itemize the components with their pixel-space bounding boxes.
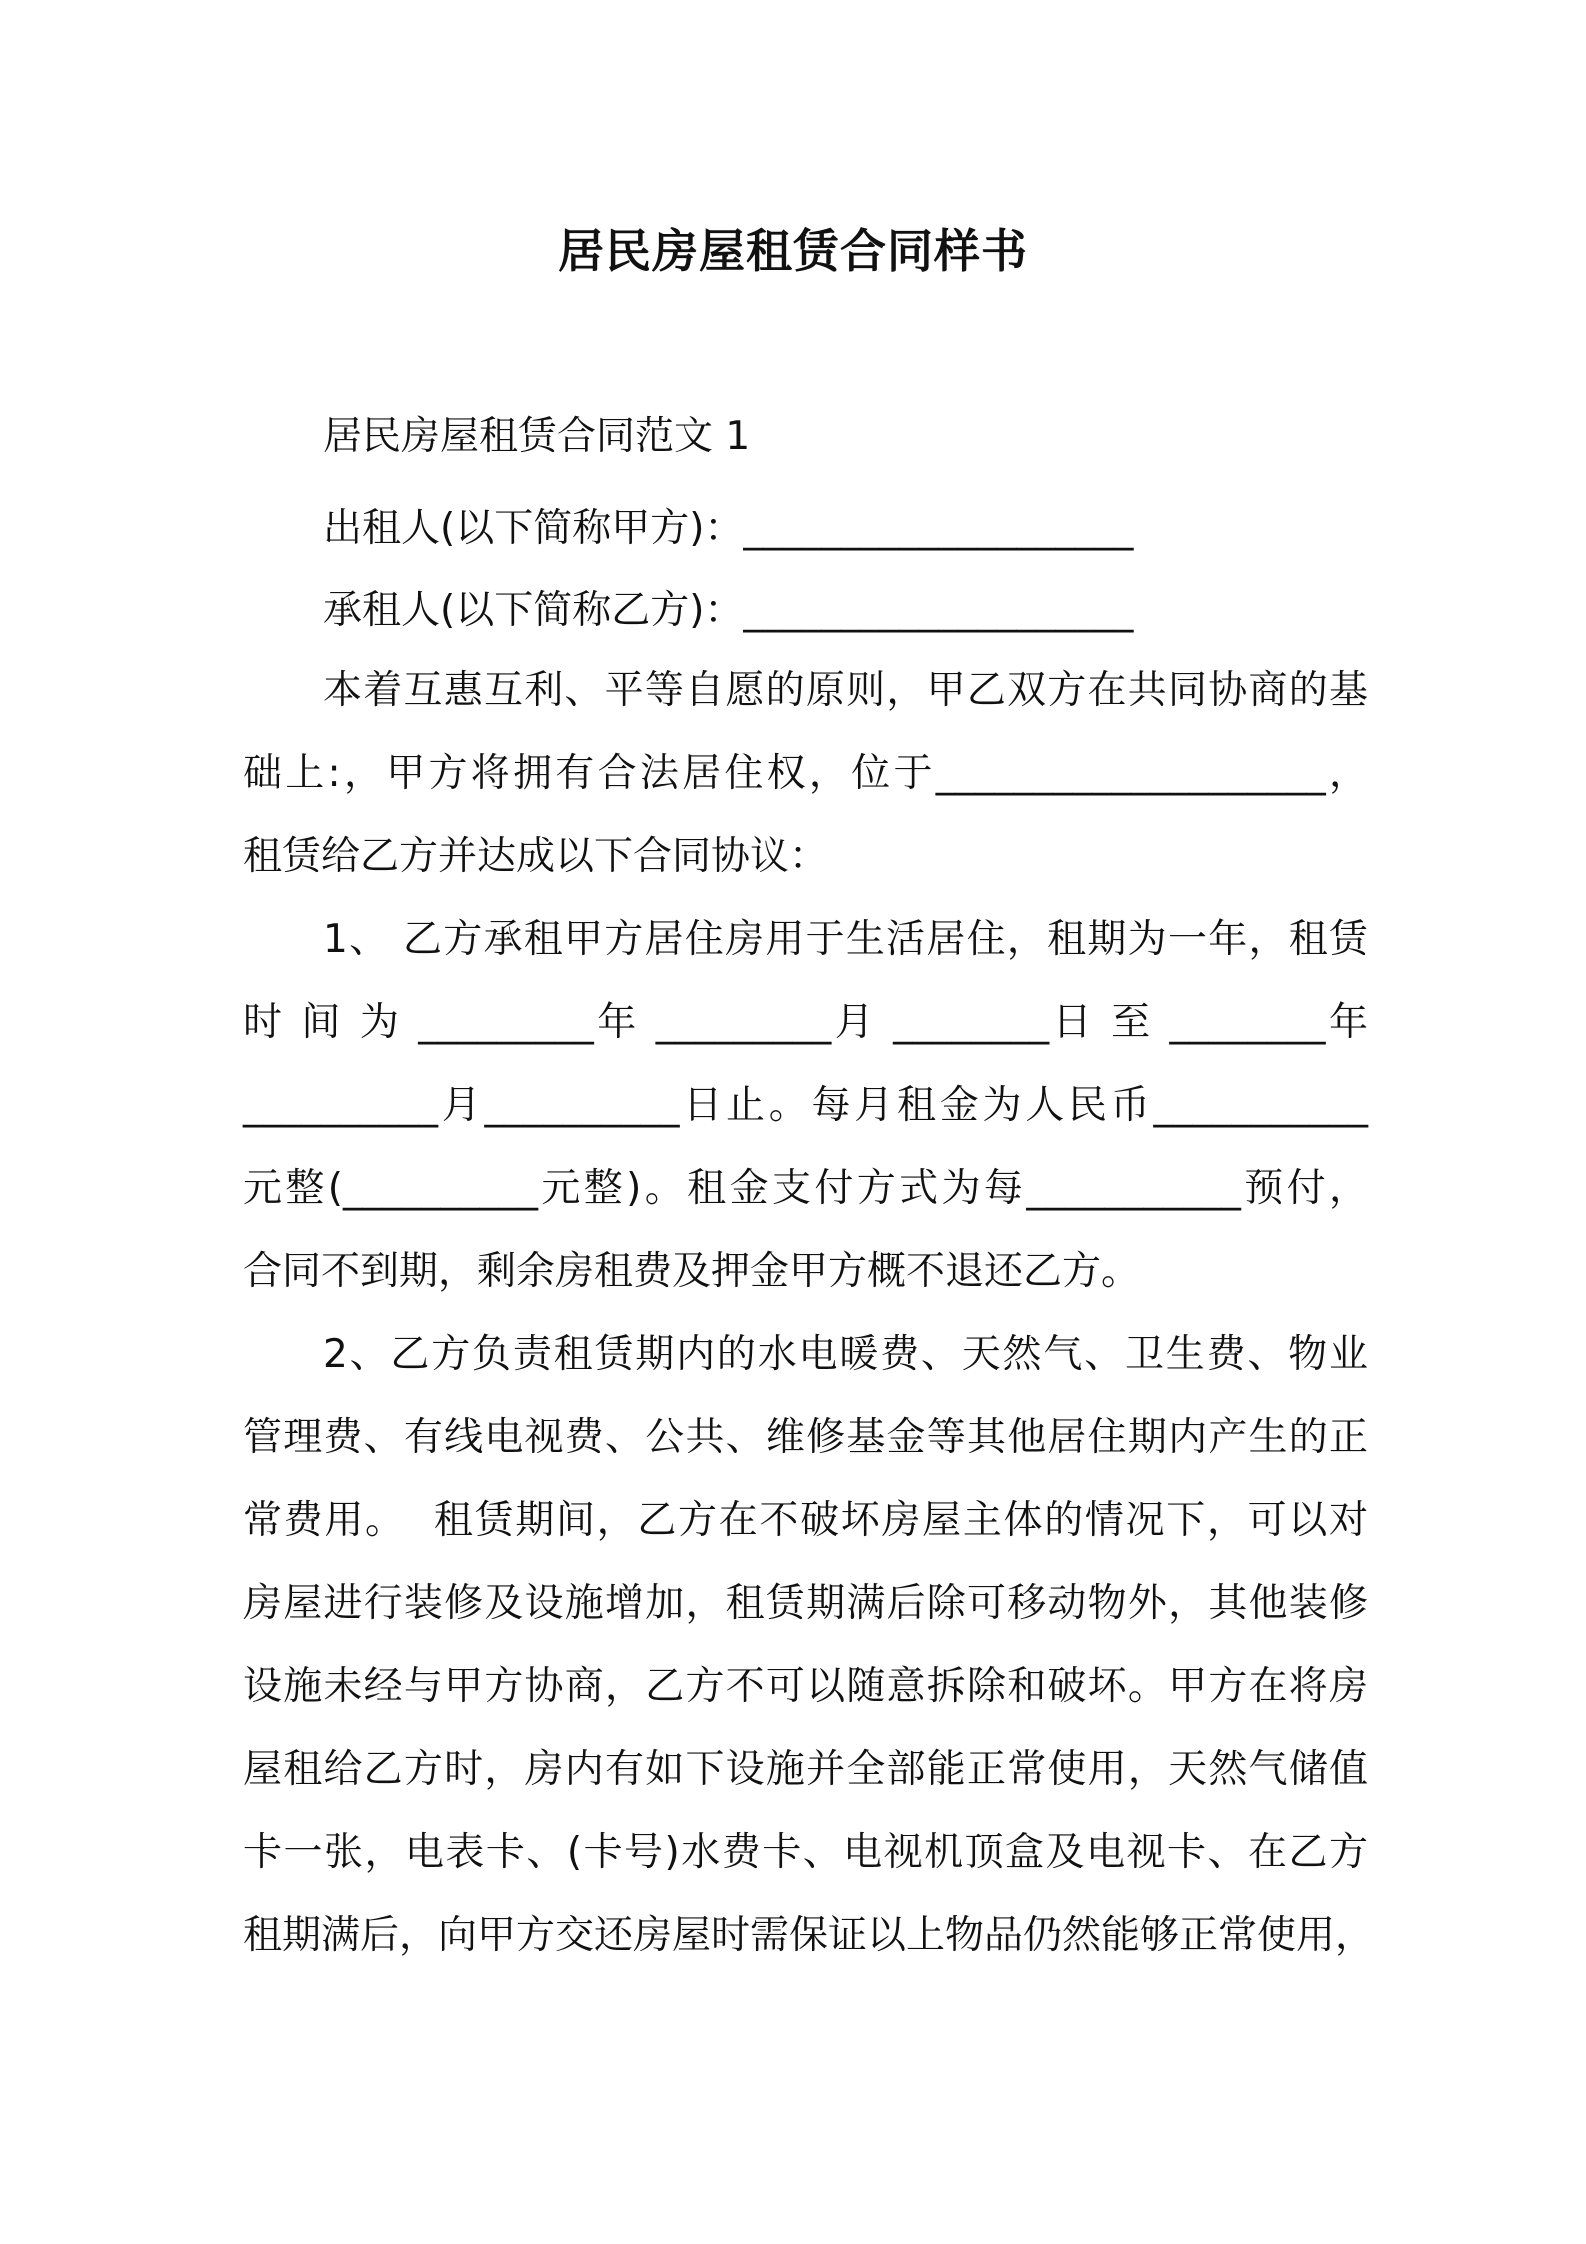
paragraph-line: 租赁给乙方并达成以下合同协议：	[243, 834, 829, 879]
paragraph-line: 1、 乙方承租甲方居住房用于生活居住，租期为一年，租赁	[323, 917, 1368, 962]
paragraph-line: 本着互惠互利、平等自愿的原则，甲乙双方在共同协商的基	[323, 668, 1368, 713]
paragraph-line: 承租人(以下简称乙方)：____________________	[323, 588, 1134, 633]
paragraph-line: 租期满后，向甲方交还房屋时需保证以上物品仍然能够正常使用，	[243, 1913, 1375, 1958]
paragraph-line: 卡一张，电表卡、(卡号)水费卡、电视机顶盒及电视卡、在乙方	[243, 1830, 1368, 1875]
paragraph-line: 2、乙方负责租赁期内的水电暖费、天然气、卫生费、物业	[323, 1332, 1368, 1377]
paragraph-line: 房屋进行装修及设施增加，租赁期满后除可移动物外，其他装修	[243, 1581, 1368, 1626]
paragraph-line: 居民房屋租赁合同范文 1	[323, 414, 751, 459]
paragraph-line: 合同不到期，剩余房租费及押金甲方概不退还乙方。	[243, 1249, 1141, 1294]
paragraph-line: 元整(__________元整)。租金支付方式为每___________预付，	[243, 1166, 1368, 1211]
paragraph-line: __________月__________日止。每月租金为人民币___________	[243, 1083, 1368, 1128]
paragraph-line: 管理费、有线电视费、公共、维修基金等其他居住期内产生的正	[243, 1415, 1368, 1460]
paragraph-line: 时 间 为 _________年 _________月 ________日 至 ________年	[243, 1000, 1368, 1045]
paragraph-line: 设施未经与甲方协商，乙方不可以随意拆除和破坏。甲方在将房	[243, 1664, 1368, 1709]
paragraph-line: 常费用。 租赁期间，乙方在不破坏房屋主体的情况下，可以对	[243, 1498, 1368, 1543]
document-title: 居民房屋租赁合同样书	[558, 224, 1028, 278]
paragraph-line: 出租人(以下简称甲方)：____________________	[323, 506, 1134, 551]
paragraph-line: 屋租给乙方时，房内有如下设施并全部能正常使用，天然气储值	[243, 1747, 1368, 1792]
paragraph-line: 础上:，甲方将拥有合法居住权，位于____________________，	[243, 751, 1368, 796]
